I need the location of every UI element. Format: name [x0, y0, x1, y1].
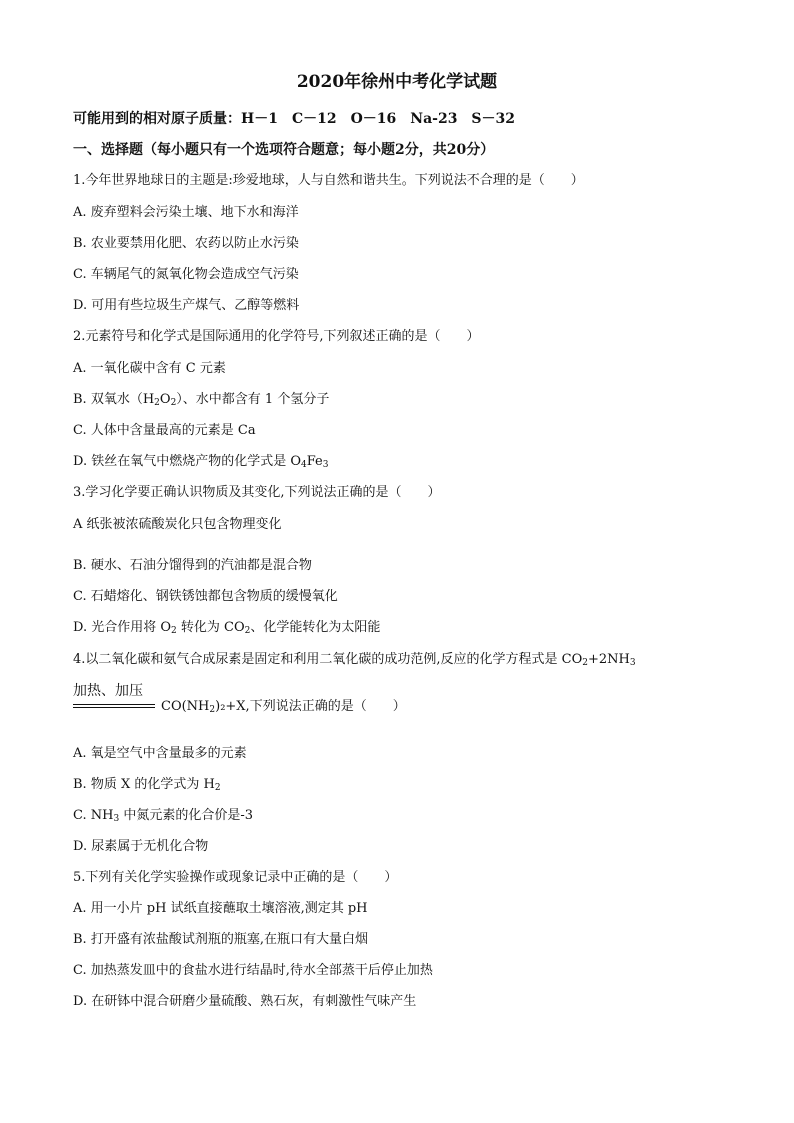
- reaction-condition-arrow: [73, 682, 155, 716]
- equals-line-bottom: [73, 707, 155, 708]
- question-2-option-d: D. 铁丝在氧气中燃烧产物的化学式是 $O_4Fe_3$: [73, 454, 329, 470]
- question-3-option-a: A 纸张被浓硫酸炭化只包含物理变化: [73, 517, 282, 532]
- section-heading: 一、选择题（每小题只有一个选项符合题意；每小题2分，共20分）: [73, 142, 495, 158]
- question-5-option-a: A. 用一小片 pH 试纸直接蘸取土壤溶液,测定其 pH: [73, 901, 368, 916]
- question-1-option-c: C. 车辆尾气的氮氧化物会造成空气污染: [73, 267, 299, 282]
- question-4-option-b: B. 物质 X 的化学式为 $H_2$: [73, 777, 221, 793]
- question-5-option-c: C. 加热蒸发皿中的食盐水进行结晶时,待水全部蒸干后停止加热: [73, 963, 433, 978]
- question-1-option-a: A. 废弃塑料会污染土壤、地下水和海洋: [73, 205, 299, 220]
- question-1-stem: 1.今年世界地球日的主题是:珍爱地球，人与自然和谐共生。下列说法不合理的是（ ）: [73, 173, 584, 188]
- question-1-option-b: B. 农业要禁用化肥、农药以防止水污染: [73, 236, 299, 251]
- atomic-mass-line: 可能用到的相对原子质量：H－1 C－12 O－16 Na-23 S－32: [73, 111, 516, 127]
- question-1-option-d: D. 可用有些垃圾生产煤气、乙醇等燃料: [73, 298, 300, 313]
- question-2-option-a: A. 一氧化碳中含有 C 元素: [73, 361, 226, 376]
- question-3-option-b: B. 硬水、石油分馏得到的汽油都是混合物: [73, 558, 312, 573]
- question-5-stem: 5.下列有关化学实验操作或现象记录中正确的是（ ）: [73, 870, 398, 885]
- question-4-option-c: C. $NH_3$ 中氮元素的化合价是-3: [73, 808, 253, 824]
- question-5-option-b: B. 打开盛有浓盐酸试剂瓶的瓶塞,在瓶口有大量白烟: [73, 932, 368, 947]
- question-2-option-b: B. 双氧水$(H_2O_2)$、水中都含有 1 个氢分子: [73, 392, 330, 408]
- question-3-option-c: C. 石蜡熔化、钢铁锈蚀都包含物质的缓慢氧化: [73, 589, 338, 604]
- question-4-option-a: A. 氧是空气中含量最多的元素: [73, 746, 247, 761]
- question-2-stem: 2.元素符号和化学式是国际通用的化学符号,下列叙述正确的是（ ）: [73, 329, 480, 344]
- question-4-stem-continued: $CO(NH_2)_2+X$,下列说法正确的是（ ）: [161, 699, 406, 715]
- question-4-option-d: D. 尿素属于无机化合物: [73, 839, 209, 854]
- reaction-condition-label: 加热、加压: [73, 683, 143, 699]
- page-title: 2020年徐州中考化学试题: [296, 72, 498, 92]
- question-3-stem: 3.学习化学要正确认识物质及其变化,下列说法正确的是（ ）: [73, 485, 441, 500]
- equals-line-top: [73, 704, 155, 705]
- question-3-option-d: D. 光合作用将 $O_2$ 转化为 $CO_2$、化学能转化为太阳能: [73, 620, 381, 636]
- question-4-stem: 4.以二氧化碳和氨气合成尿素是固定和利用二氧化碳的成功范例,反应的化学方程式是 $CO_2+2NH_3$: [73, 652, 636, 668]
- question-5-option-d: D. 在研钵中混合研磨少量硫酸、熟石灰，有刺激性气味产生: [73, 994, 417, 1009]
- question-2-option-c: C. 人体中含量最高的元素是 Ca: [73, 423, 256, 438]
